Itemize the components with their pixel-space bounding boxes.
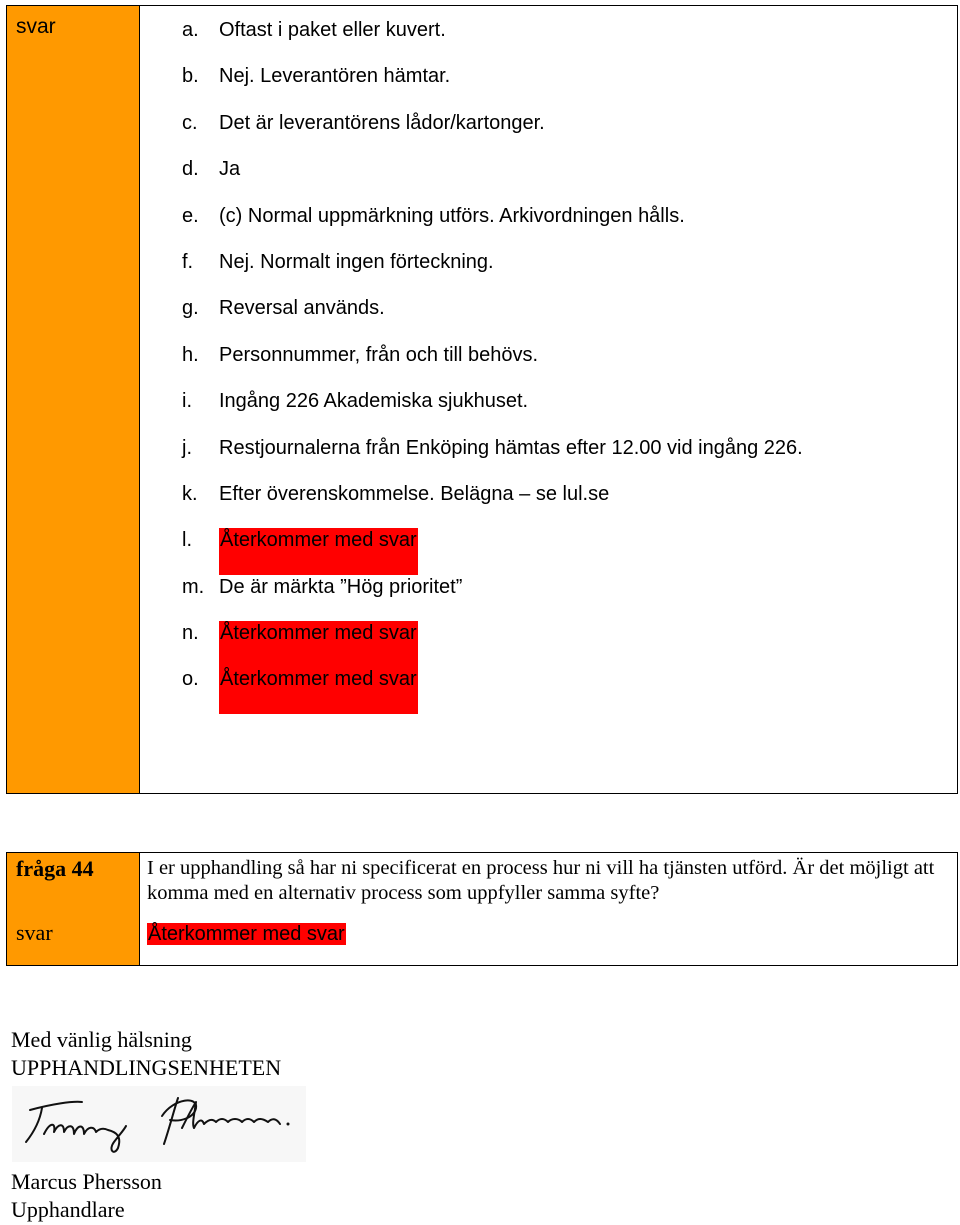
list-item <box>182 575 803 621</box>
list-item-letter: c. <box>182 111 198 134</box>
signature-image <box>12 1086 306 1162</box>
answer-list <box>182 18 803 714</box>
list-item-letter: h. <box>182 343 199 366</box>
svar-label: svar <box>16 15 56 38</box>
list-item-letter: a. <box>182 19 199 41</box>
list-item-text: (c) Normal uppmärkning utförs. Arkivordningen hålls. <box>219 204 685 227</box>
question-table <box>6 852 958 966</box>
list-item-text: Nej. Normalt ingen förteckning. <box>219 250 494 273</box>
list-item-text: De är märkta ”Hög prioritet” <box>219 575 463 598</box>
list-item <box>182 389 803 435</box>
list-item <box>182 111 803 157</box>
pending-answer-highlight: Återkommer med svar <box>219 667 418 713</box>
list-item <box>182 528 803 574</box>
list-item-letter: m. <box>182 575 205 598</box>
list-item-text: Nej. Leverantören hämtar. <box>219 65 451 88</box>
list-item <box>182 482 803 528</box>
list-item <box>182 157 803 203</box>
list-item-letter: j. <box>182 436 192 459</box>
list-item-text: Det är leverantörens lådor/kartonger. <box>219 111 545 134</box>
list-item <box>182 250 803 296</box>
list-item-text: Oftast i paket eller kuvert. <box>219 19 446 41</box>
list-item-letter: n. <box>182 622 199 645</box>
list-item-text: Reversal används. <box>219 297 385 320</box>
list-item-letter: i. <box>182 390 192 413</box>
answer-table <box>6 5 958 794</box>
list-item <box>182 667 803 713</box>
list-item <box>182 296 803 342</box>
list-item <box>182 621 803 667</box>
list-item-letter: f. <box>182 250 194 273</box>
list-item-text: Efter överenskommelse. Belägna – se lul.se <box>219 482 610 505</box>
list-item-letter: b. <box>182 65 199 88</box>
list-item-letter: g. <box>182 297 199 320</box>
list-item-letter: o. <box>182 668 199 691</box>
signatory-block <box>11 1168 162 1224</box>
answer-text <box>147 922 346 946</box>
list-item-letter: d. <box>182 158 199 181</box>
department: UPPHANDLINGSENHETEN <box>11 1055 282 1080</box>
question-number: fråga 44 <box>16 856 94 881</box>
list-item <box>182 436 803 482</box>
question-text: I er upphandling så har ni specificerat en process hur ni vill ha tjänsten utförd. Är det möjligt att komma med en alternativ process som uppfyller samma syfte? <box>147 857 935 904</box>
list-item-text: Personnummer, från och till behövs. <box>219 343 539 366</box>
question-content-cell <box>140 853 957 965</box>
list-item-letter: k. <box>182 482 198 505</box>
pending-answer-highlight: Återkommer med svar <box>219 528 418 574</box>
question-label-cell <box>7 853 140 965</box>
list-item-letter: l. <box>182 529 192 552</box>
signatory-name: Marcus Phersson <box>11 1169 162 1194</box>
pending-answer-highlight: Återkommer med svar <box>219 621 418 667</box>
closing-block <box>11 1026 281 1082</box>
list-item <box>182 343 803 389</box>
label-cell <box>7 6 140 793</box>
signatory-title: Upphandlare <box>11 1197 125 1222</box>
answer-cell <box>140 6 957 793</box>
list-item <box>182 204 803 250</box>
list-item-letter: e. <box>182 204 199 227</box>
list-item-text: Restjournalerna från Enköping hämtas efter 12.00 vid ingång 226. <box>219 436 803 459</box>
list-item-text: Ja <box>219 158 241 181</box>
pending-answer-highlight: Återkommer med svar <box>148 923 345 945</box>
greeting: Med vänlig hälsning <box>11 1027 192 1052</box>
svar-label: svar <box>16 920 53 945</box>
list-item <box>182 18 803 64</box>
list-item-text: Ingång 226 Akademiska sjukhuset. <box>219 390 529 413</box>
list-item <box>182 64 803 110</box>
handwritten-signature <box>12 1086 306 1162</box>
